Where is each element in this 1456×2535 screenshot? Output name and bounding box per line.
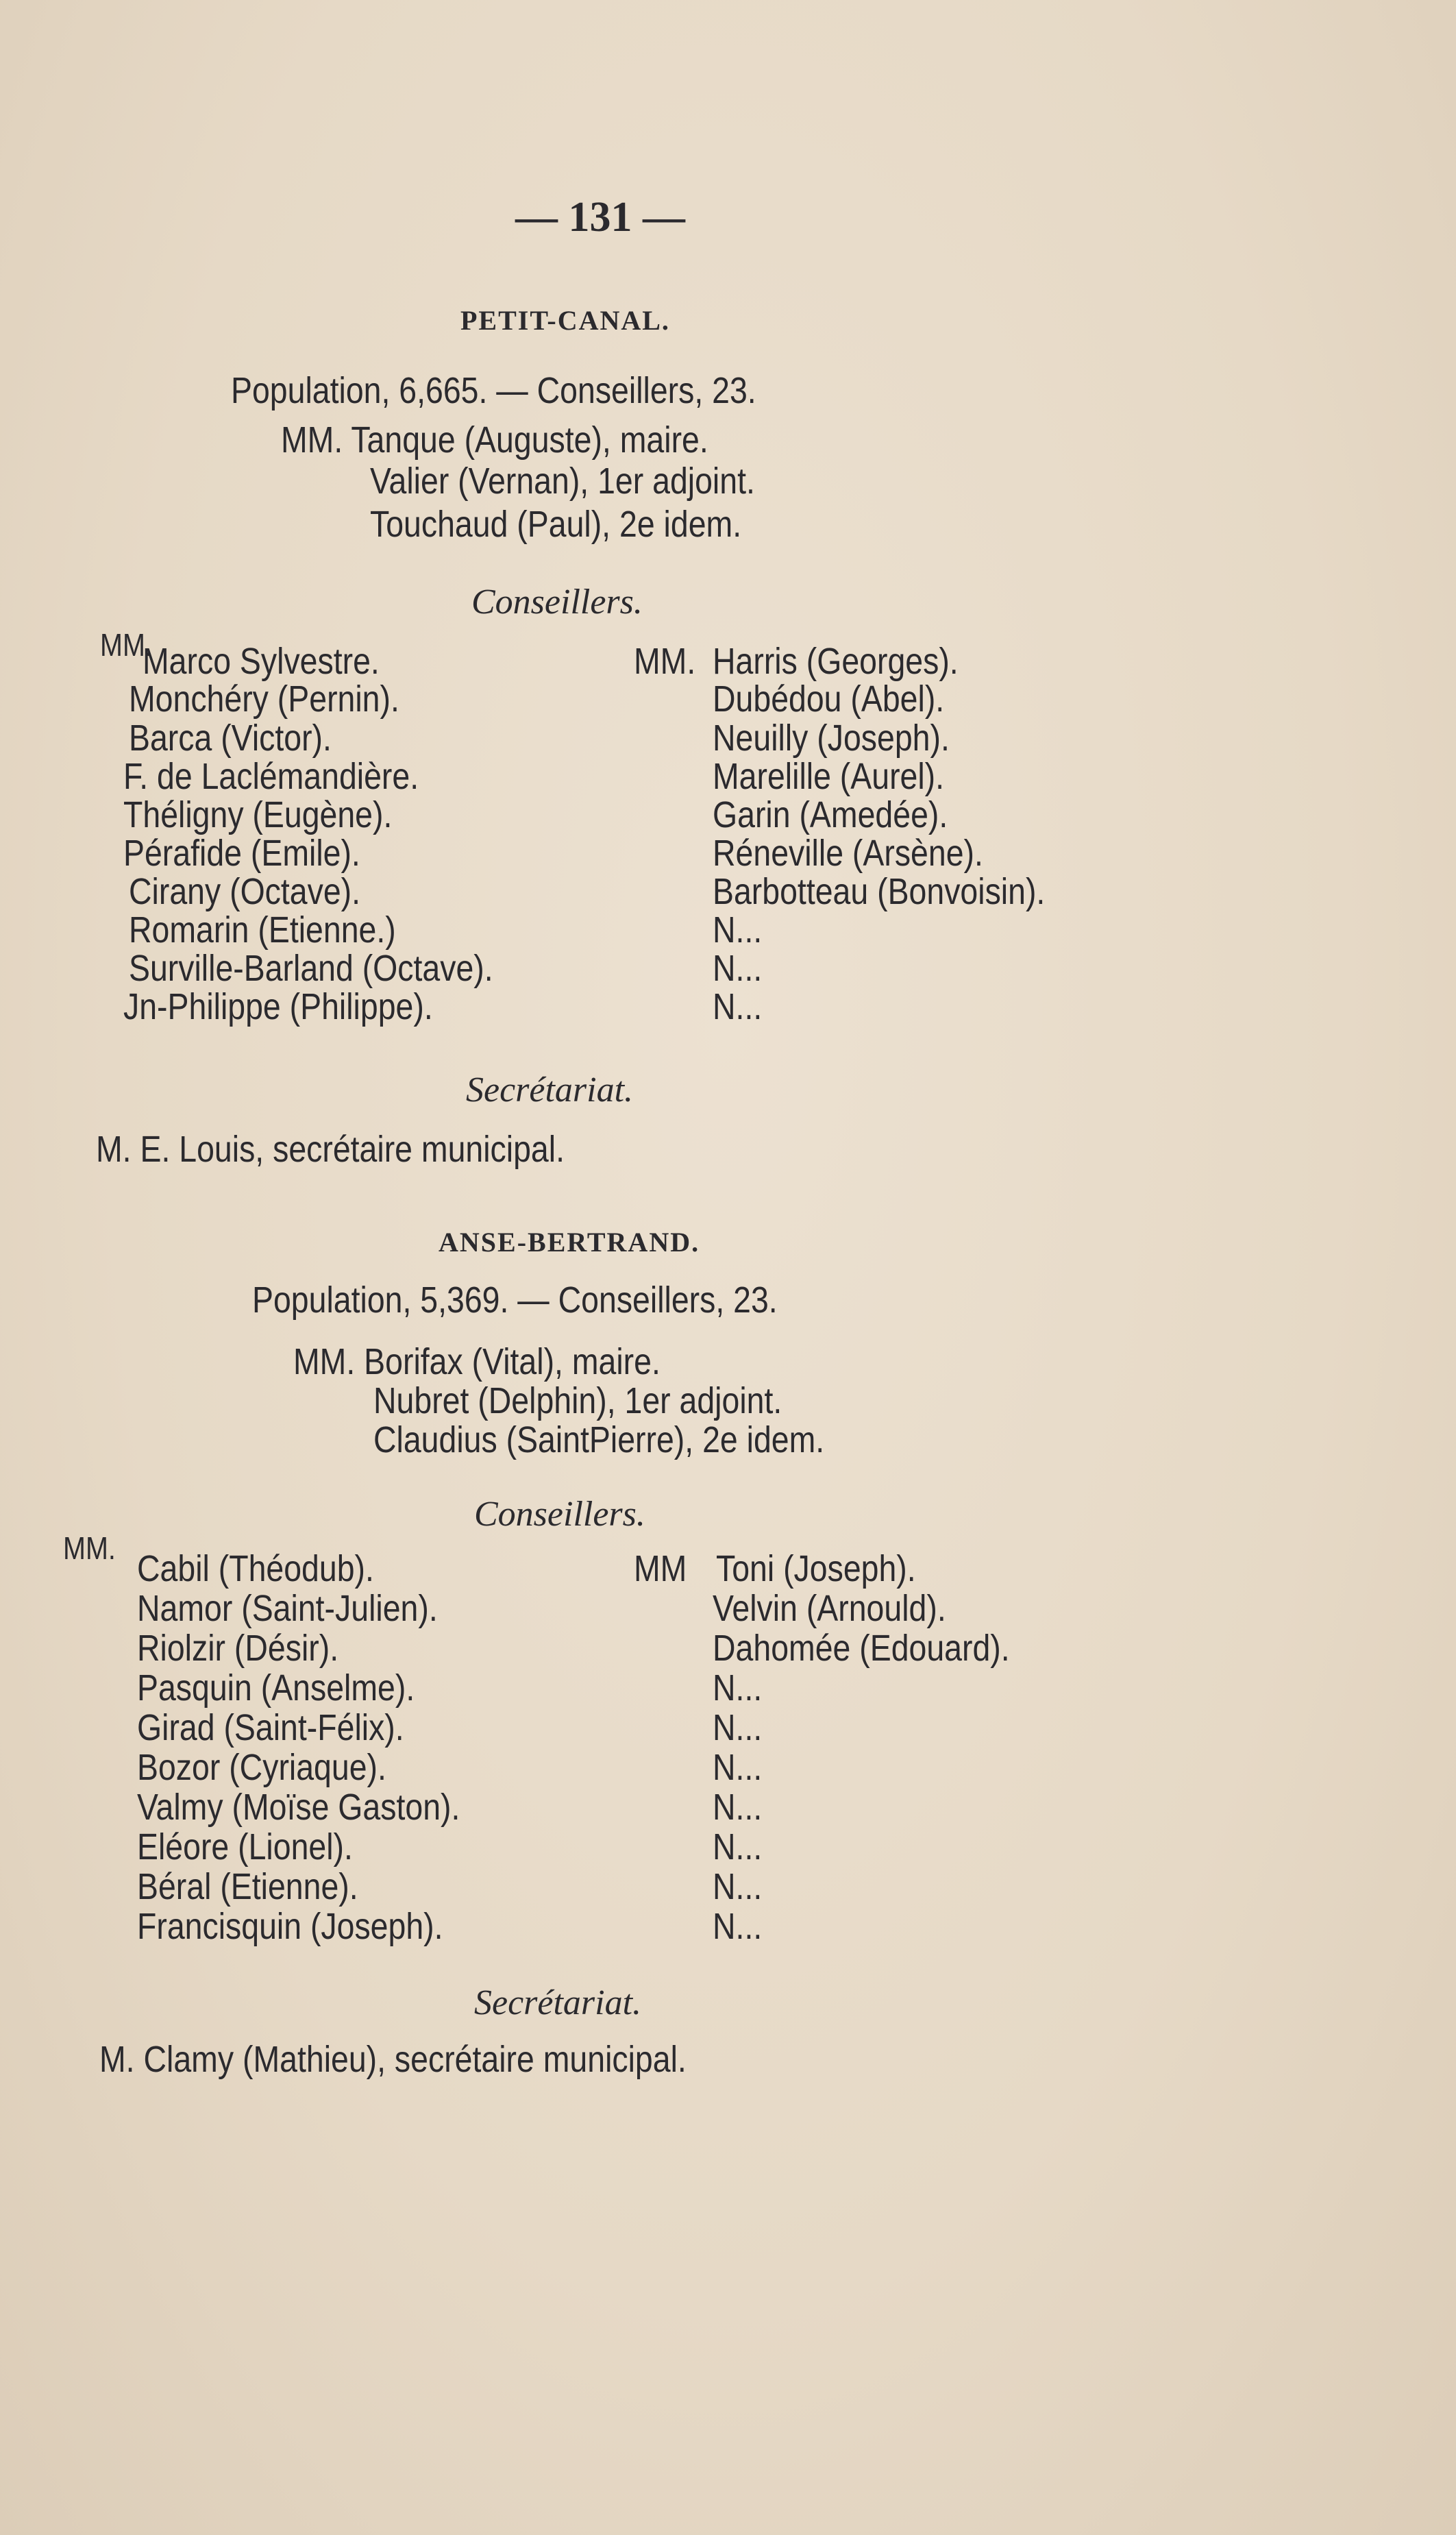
councillor-name: Jn-Philippe (Philippe).	[123, 986, 433, 1027]
councillor-name: Marco Sylvestre.	[143, 641, 380, 682]
councillor-name: N...	[713, 1747, 763, 1788]
councillor-name: N...	[713, 1906, 763, 1947]
population-line-2: Population, 5,369. — Conseillers, 23.	[252, 1279, 778, 1321]
councillor-name: Toni (Joseph).	[716, 1548, 916, 1589]
councillor-name: Surville-Barland (Octave).	[129, 948, 493, 989]
councillors-heading-1: Conseillers.	[471, 583, 643, 622]
official-line: Nubret (Delphin), 1er adjoint.	[373, 1380, 782, 1421]
councillor-name: N...	[713, 1787, 763, 1828]
councillor-name: N...	[713, 986, 763, 1027]
councillor-name: Dahomée (Edouard).	[713, 1628, 1010, 1669]
councillor-name: Namor (Saint-Julien).	[137, 1588, 438, 1629]
section-title-petit-canal: PETIT-CANAL.	[460, 305, 670, 336]
councillor-name: Pérafide (Emile).	[123, 833, 360, 874]
councillors-prefix-left-1: MM.	[100, 627, 153, 663]
councillor-name: Valmy (Moïse Gaston).	[137, 1787, 460, 1828]
secretary-line-2: M. Clamy (Mathieu), secrétaire municipal.	[99, 2039, 687, 2080]
population-line-1: Population, 6,665. — Conseillers, 23.	[231, 370, 756, 411]
councillor-name: Dubédou (Abel).	[713, 678, 945, 720]
official-line: Touchaud (Paul), 2e idem.	[370, 504, 742, 545]
councillors-prefix-right-2: MM	[634, 1548, 687, 1589]
councillor-name: Barbotteau (Bonvoisin).	[713, 871, 1046, 912]
councillor-name: N...	[713, 1866, 763, 1907]
councillor-name: Barca (Victor).	[129, 718, 332, 759]
councillor-name: N...	[713, 1826, 763, 1867]
councillor-name: Cirany (Octave).	[129, 871, 361, 912]
councillor-name: Neuilly (Joseph).	[713, 718, 950, 759]
councillors-heading-2: Conseillers.	[474, 1495, 645, 1534]
page-number: — 131 —	[515, 194, 685, 241]
councillors-prefix-right-1: MM.	[634, 641, 696, 682]
councillor-name: N...	[713, 909, 763, 951]
councillor-name: Eléore (Lionel).	[137, 1826, 353, 1867]
secretary-line-1: M. E. Louis, secrétaire municipal.	[96, 1129, 565, 1170]
councillor-name: Réneville (Arsène).	[713, 833, 983, 874]
councillor-name: Garin (Amedée).	[713, 794, 948, 835]
councillor-name: Bozor (Cyriaque).	[137, 1747, 386, 1788]
councillor-name: Pasquin (Anselme).	[137, 1667, 415, 1709]
official-line: MM. Tanque (Auguste), maire.	[281, 419, 708, 461]
councillor-name: N...	[713, 1667, 763, 1709]
councillor-name: F. de Laclémandière.	[123, 756, 419, 797]
councillor-name: Francisquin (Joseph).	[137, 1906, 443, 1947]
councillor-name: Riolzir (Désir).	[137, 1628, 339, 1669]
councillor-name: Girad (Saint-Félix).	[137, 1707, 404, 1748]
councillor-name: Théligny (Eugène).	[123, 794, 393, 835]
secretariat-heading-1: Secrétariat.	[466, 1070, 634, 1110]
councillor-name: Monchéry (Pernin).	[129, 678, 399, 720]
official-line: Valier (Vernan), 1er adjoint.	[370, 461, 755, 502]
councillor-name: N...	[713, 1707, 763, 1748]
councillor-name: Béral (Etienne).	[137, 1866, 358, 1907]
councillor-name: Velvin (Arnould).	[713, 1588, 946, 1629]
councillor-name: Romarin (Etienne.)	[129, 909, 396, 951]
councillors-prefix-left-2: MM.	[63, 1530, 116, 1566]
councillor-name: Harris (Georges).	[713, 641, 959, 682]
official-line: Claudius (SaintPierre), 2e idem.	[373, 1419, 825, 1460]
councillor-name: Cabil (Théodub).	[137, 1548, 374, 1589]
official-line: MM. Borifax (Vital), maire.	[293, 1341, 661, 1382]
councillor-name: N...	[713, 948, 763, 989]
secretariat-heading-2: Secrétariat.	[474, 1983, 642, 2022]
section-title-anse-bertrand: ANSE-BERTRAND.	[439, 1227, 700, 1258]
councillor-name: Marelille (Aurel).	[713, 756, 945, 797]
